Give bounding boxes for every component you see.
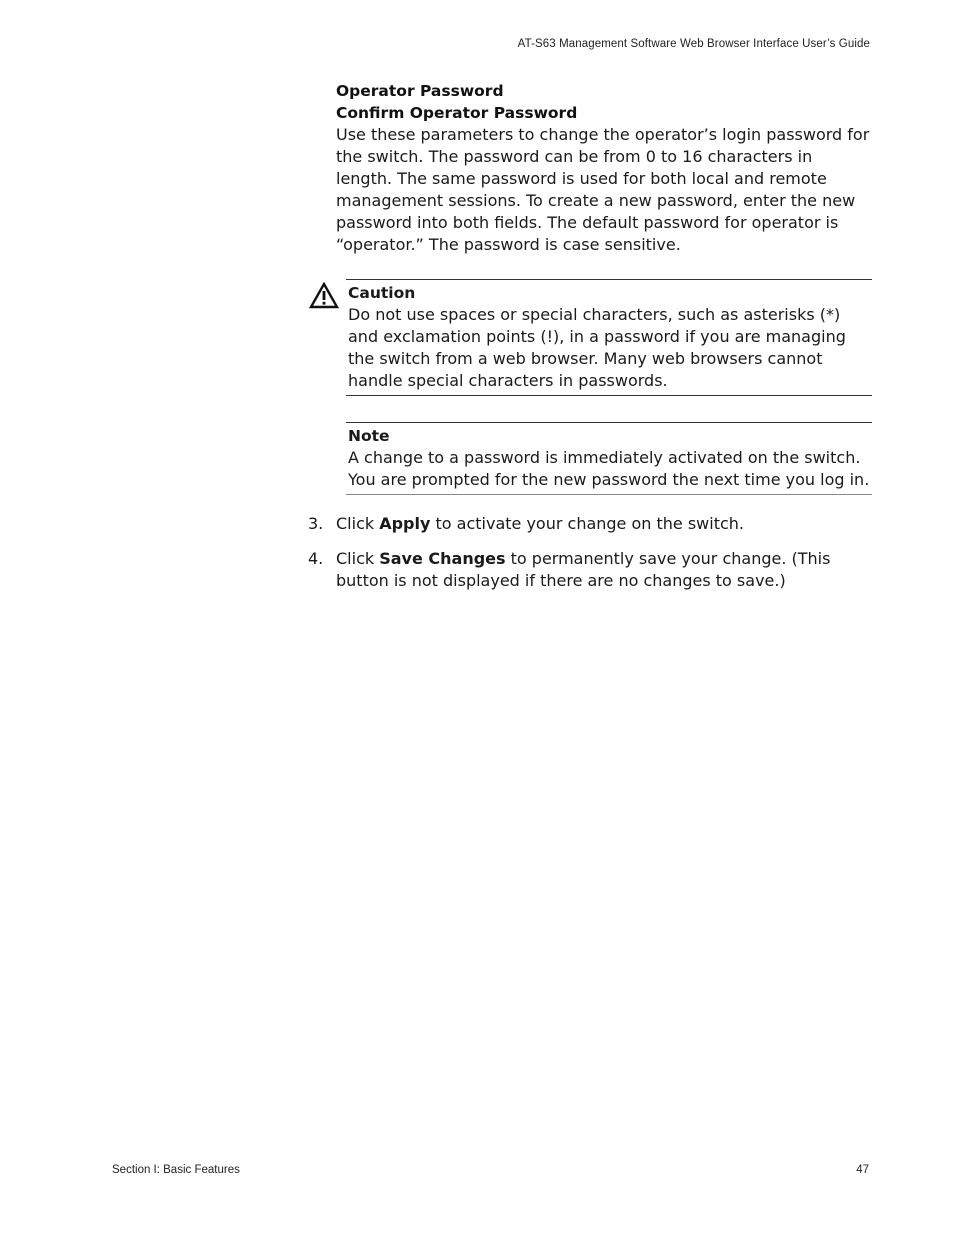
footer-section-label: Section I: Basic Features [112,1164,240,1176]
caution-text: Do not use spaces or special characters, such as asterisks (*) and exclamation points (!), in a password if you are managing the switch from a web browser. Many web browsers cannot handle special characters in passwords. [348,305,846,390]
warning-triangle-icon [309,282,339,309]
step-item [308,548,870,592]
step-number: 4. [308,549,324,568]
caution-title: Caution [348,284,416,302]
step-text [336,513,870,535]
step-suffix: to activate your change on the switch. [430,514,745,533]
note-title: Note [348,427,390,445]
step-number: 3. [308,514,324,533]
step-text [336,548,870,592]
caution-box [346,279,872,396]
step-prefix: Click [336,514,380,533]
step-list [308,513,870,605]
step-prefix: Click [336,549,380,568]
param-title-confirm-operator-password: Confirm Operator Password [336,104,578,122]
note-box [346,422,872,495]
step-suffix: to permanently save your change. (This button is not displayed if there are no changes to save.) [336,549,831,590]
apply-label: Apply [379,514,431,533]
running-header: AT-S63 Management Software Web Browser Interface User’s Guide [517,38,870,50]
parameter-section [336,80,870,256]
param-title-operator-password: Operator Password [336,82,504,100]
note-text: A change to a password is immediately activated on the switch. You are prompted for the new password the next time you log in. [348,448,870,489]
step-item [308,513,870,535]
parameter-description: Use these parameters to change the operator’s login password for the switch. The password can be from 0 to 16 characters in length. The same password is used for both local and remote management sessions. To create a new password, enter the new password into both fields. The default password for operator is “operator.” The password is case sensitive. [336,125,870,254]
save-changes-label: Save Changes [379,549,506,568]
page-number: 47 [856,1164,869,1176]
